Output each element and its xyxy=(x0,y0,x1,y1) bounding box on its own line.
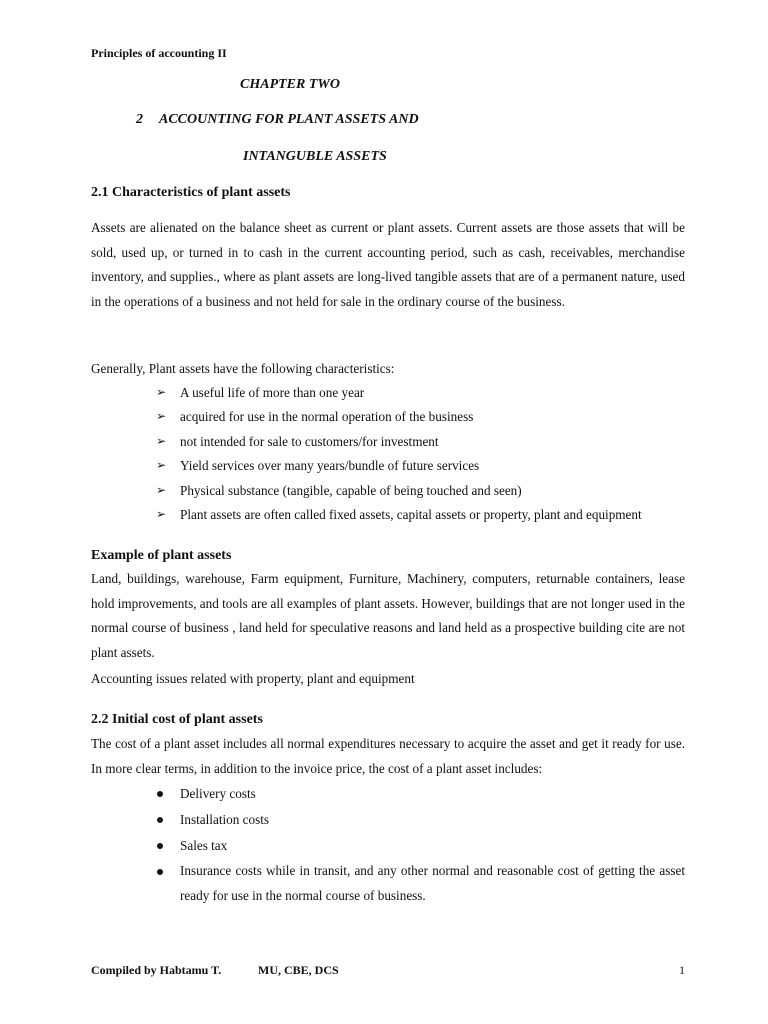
characteristics-paragraph: Assets are alienated on the balance sheet as current or plant assets. Current assets are those assets that will be sold, used up, or turned in to cash in the current accounting period, such as cash, receivables, merchandise inventory, and supplies., where as plant assets are long-lived tangible assets that are of a permanent nature, used in the operations of a business and not held for sale in the ordinary course of the business. xyxy=(91,220,685,309)
section-heading-2-1: 2.1 Characteristics of plant assets xyxy=(91,185,291,200)
accounting-issues-line: Accounting issues related with property, plant and equipment xyxy=(91,671,415,686)
list-item: Insurance costs while in transit, and any other normal and reasonable cost of getting the asset ready for use in the normal course of business. xyxy=(180,863,685,903)
chapter-title-line1: ACCOUNTING FOR PLANT ASSETS AND xyxy=(159,112,419,127)
initial-cost-paragraph: The cost of a plant asset includes all normal expenditures necessary to acquire the asset and get it ready for use. In more clear terms, in addition to the invoice price, the cost of a plant asset includes: xyxy=(91,736,685,776)
examples-heading: Example of plant assets xyxy=(91,548,232,563)
arrow-bullet-icon: ➢ xyxy=(156,385,167,399)
chapter-label: CHAPTER TWO xyxy=(240,77,340,92)
footer-compiled-by: Compiled by Habtamu T. xyxy=(91,963,222,977)
arrow-bullet-icon: ➢ xyxy=(156,458,167,472)
list-item: Sales tax xyxy=(180,838,228,853)
examples-paragraph: Land, buildings, warehouse, Farm equipment, Furniture, Machinery, computers, returnable containers, lease hold improvements, and tools are all examples of plant assets. However, buildings that are not longer used in the normal course of business , land held for speculative reasons and land held as a prospective building cite are not plant assets. xyxy=(91,571,685,660)
arrow-bullet-icon: ➢ xyxy=(156,409,167,423)
list-item: Delivery costs xyxy=(180,786,256,801)
characteristics-intro: Generally, Plant assets have the following characteristics: xyxy=(91,361,395,376)
bullet-dot-icon xyxy=(157,817,163,823)
list-item: Installation costs xyxy=(180,812,270,827)
running-header: Principles of accounting II xyxy=(91,46,227,60)
footer-institution: MU, CBE, DCS xyxy=(258,963,339,977)
bullet-dot-icon xyxy=(157,843,163,849)
arrow-bullet-icon: ➢ xyxy=(156,483,167,497)
page-number: 1 xyxy=(679,963,685,977)
list-item: Plant assets are often called fixed assets, capital assets or property, plant and equipment xyxy=(180,507,642,522)
arrow-bullet-icon: ➢ xyxy=(156,507,167,521)
list-item: acquired for use in the normal operation of the business xyxy=(180,409,474,424)
chapter-title-line2: INTANGUBLE ASSETS xyxy=(243,149,387,164)
section-heading-2-2: 2.2 Initial cost of plant assets xyxy=(91,712,263,727)
list-item: not intended for sale to customers/for investment xyxy=(180,434,439,449)
bullet-dot-icon xyxy=(157,791,163,797)
list-item: Yield services over many years/bundle of future services xyxy=(180,458,480,473)
list-item: A useful life of more than one year xyxy=(180,385,365,400)
chapter-number: 2 xyxy=(136,112,143,127)
list-item: Physical substance (tangible, capable of being touched and seen) xyxy=(180,483,522,498)
bullet-dot-icon xyxy=(157,869,163,875)
arrow-bullet-icon: ➢ xyxy=(156,434,167,448)
